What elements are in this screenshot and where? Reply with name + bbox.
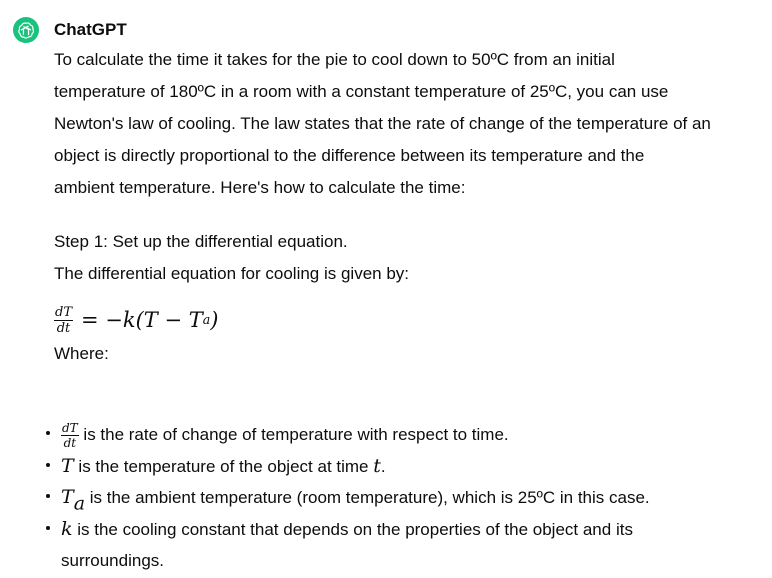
bullet-fraction xyxy=(61,422,79,449)
bullet-math-var: T xyxy=(61,486,74,508)
list-item xyxy=(61,514,751,576)
bullet-dot xyxy=(46,494,50,498)
message-body xyxy=(54,44,764,370)
equation-rhs: = −k(T − T xyxy=(81,308,203,332)
bullet-dot xyxy=(46,526,50,530)
intro-line-4: object is directly proportional to the difference between its temperature and the xyxy=(54,146,645,165)
bullet-math-var: T xyxy=(61,455,74,477)
message-author: ChatGPT xyxy=(54,20,127,39)
bullet-text: is the rate of change of temperature with respect to time. xyxy=(78,425,509,444)
intro-line-3: Newton's law of cooling. The law states that the rate of change of the temperature of an xyxy=(54,114,711,133)
equation-rhs-close: ) xyxy=(210,308,219,332)
equation-rhs-sub: a xyxy=(202,312,211,327)
equation-denominator: dt xyxy=(56,320,71,336)
spacer xyxy=(54,204,764,226)
bullet-fraction-denominator: dt xyxy=(63,436,77,451)
bullet-text-tail: . xyxy=(380,457,386,476)
equation-fraction xyxy=(54,306,73,335)
intro-line-2: temperature of 180ºC in a room with a constant temperature of 25ºC, you can use xyxy=(54,82,669,101)
bullet-dot xyxy=(46,463,50,467)
step-1-description: The differential equation for cooling is given by: xyxy=(54,264,410,283)
openai-logo-icon xyxy=(17,21,35,39)
bullet-dot xyxy=(46,431,50,435)
list-item xyxy=(61,451,751,482)
bullet-text: is the cooling constant that depends on the properties of the object and its xyxy=(72,520,633,539)
intro-line-5: ambient temperature. Here's how to calculate the time: xyxy=(54,178,466,197)
where-label: Where: xyxy=(54,344,109,363)
intro-line-1: To calculate the time it takes for the pie to cool down to 50ºC from an initial xyxy=(54,50,615,69)
bullet-math-tail: t xyxy=(373,455,381,477)
chatgpt-avatar xyxy=(13,17,39,43)
bullet-math-sub: a xyxy=(73,492,86,515)
equation-numerator: dT xyxy=(55,304,72,320)
bullet-math-var: k xyxy=(61,518,73,540)
differential-equation xyxy=(54,302,764,338)
bullet-fraction-numerator: dT xyxy=(62,421,78,436)
step-1-title: Step 1: Set up the differential equation. xyxy=(54,232,348,251)
bullet-text: is the ambient temperature (room temperature), which is 25ºC in this case. xyxy=(85,488,650,507)
bullet-text: is the temperature of the object at time xyxy=(73,457,374,476)
bullet-text-line-2: surroundings. xyxy=(61,551,165,570)
list-item xyxy=(61,419,751,450)
